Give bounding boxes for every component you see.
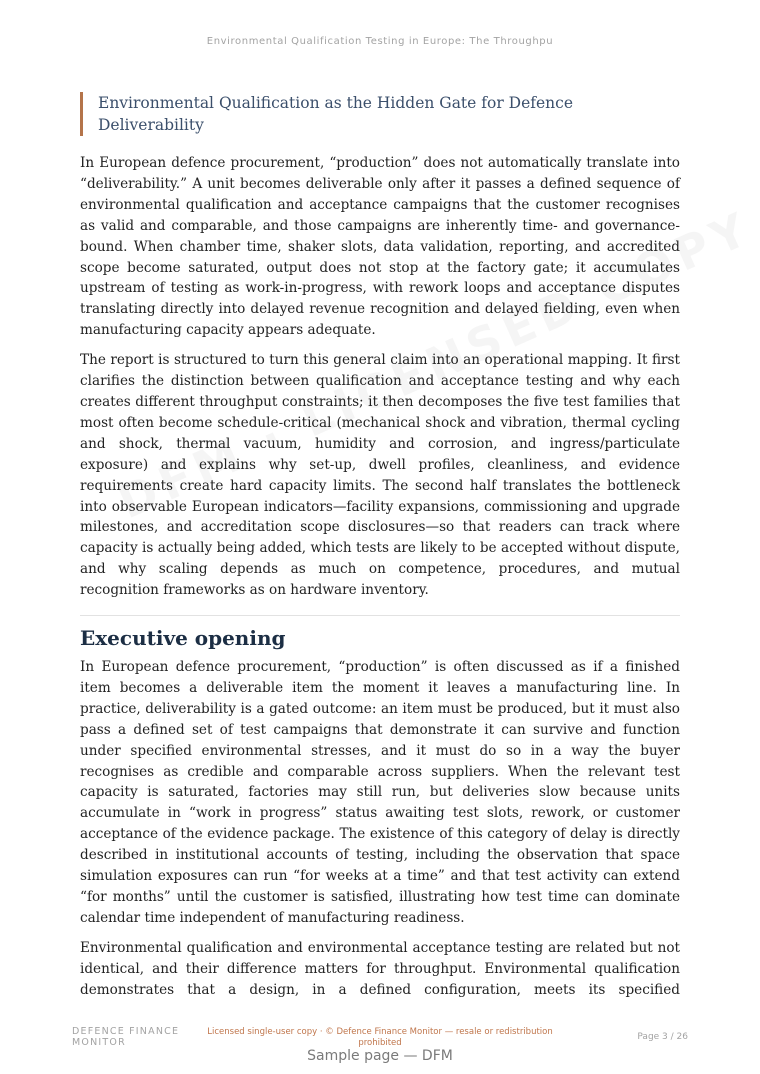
page-number: Page 3 / 26 <box>637 1032 688 1042</box>
paragraph: In European defence procurement, “production” does not automatically translate into “deliverability.” A unit becomes deliverable only after it passes a defined sequence of environmental qualification and acceptance campaigns that the customer recognises as valid and comparable, and those campaigns are inherently time- and governance-bound. When chamber time, shaker slots, data validation, reporting, and accredited scope become saturated, output does not stop at the factory gate; it accumulates upstream of testing as work-in-progress, with rework loops and acceptance disputes translating directly into delayed revenue recognition and delayed fielding, even when manufacturing capacity appears adequate. <box>80 155 680 339</box>
footer-brand: DEFENCE FINANCE MONITOR <box>72 1026 180 1048</box>
running-header: Environmental Qualification Testing in Europe: The Throughpu <box>206 36 554 47</box>
section-title: Environmental Qualification as the Hidden Gate for Defence Deliverability <box>80 92 680 136</box>
executive-heading: Executive opening <box>80 626 286 651</box>
paragraph: In European defence procurement, “production” is often discussed as if a finished item becomes a deliverable item the moment it leaves a manufacturing line. In practice, deliverability is a gated outcome: an item must be produced, but it must also pass a defined set of test campaigns that demonstrate it can survive and function under specified environmental stresses, and it must do so in a way the buyer recognises as credible and comparable across suppliers. When the relevant test capacity is saturated, factories may still run, but deliveries slow because units accumulate in “work in progress” status awaiting test slots, rework, or customer acceptance of the evidence package. The existence of this category of delay is directly described in institutional accounts of testing, including the observation that space simulation exposures can run “for weeks at a time” and that test activity can extend “for months” until the customer is satisfied, illustrating how test time can dominate calendar time independent of manufacturing readiness. <box>80 659 680 926</box>
paragraph: The report is structured to turn this general claim into an operational mapping. It first clarifies the distinction between qualification and acceptance testing and why each creates different throughput constraints; it then decomposes the five test families that most often become schedule-critical (mechanical shock and vibration, thermal cycling and shock, thermal vacuum, humidity and corrosion, and ingress/particulate exposure) and explains why set-up, dwell profiles, cleanliness, and evidence requirements create hard capacity limits. The second half translates the bottleneck into observable European indicators—facility expansions, commissioning and upgrade milestones, and accreditation scope disclosures—so that readers can track where capacity is actually being added, which tests are likely to be accepted without dispute, and why scaling depends as much on competence, procedures, and mutual recognition frameworks as on hardware inventory. <box>80 352 680 599</box>
section-divider <box>80 615 680 616</box>
page-content <box>80 92 680 1010</box>
sample-page-label: Sample page — DFM <box>307 1048 453 1064</box>
paragraph: Environmental qualification and environmental acceptance testing are related but not identical, and their difference matters for throughput. Environmental qualification demonstrates that a design, in a defined configuration, meets its specified <box>80 939 680 998</box>
footer-license-notice: Licensed single-user copy · © Defence Finance Monitor — resale or redistribution prohibited <box>207 1027 553 1048</box>
